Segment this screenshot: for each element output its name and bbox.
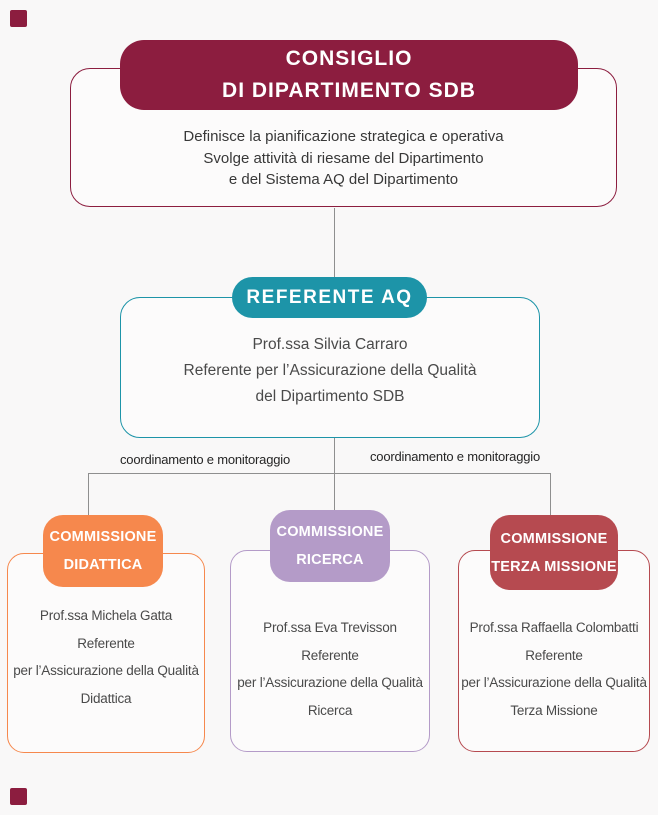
- connector-drop-right: [550, 473, 551, 517]
- commission-didattica-line: Prof.ssa Michela Gatta: [39, 608, 173, 623]
- commission-terza-missione-header: [490, 515, 618, 590]
- commission-didattica-description: [4, 602, 208, 712]
- consiglio-description: [70, 126, 617, 191]
- connector-consiglio-referente: [334, 208, 335, 277]
- commission-terza-missione-line: per l’Assicurazione della Qualità: [461, 675, 647, 690]
- commission-didattica-title-line1: COMMISSIONE: [49, 529, 157, 545]
- commission-ricerca-description: [227, 614, 433, 724]
- consiglio-description-line: Svolge attività di riesame del Dipartimento: [203, 149, 484, 167]
- referente-aq-description: [120, 332, 540, 410]
- commission-terza-missione-title-line2: TERZA MISSIONE: [491, 558, 617, 575]
- edge-label-left: coordinamento e monitoraggio: [119, 452, 290, 467]
- commission-ricerca-line: per l’Assicurazione della Qualità: [237, 675, 423, 690]
- connector-drop-left: [88, 473, 89, 516]
- commission-terza-missione-line: Terza Missione: [510, 702, 598, 718]
- edge-label-right: coordinamento e monitoraggio: [369, 449, 540, 464]
- referente-aq-header: [232, 277, 427, 318]
- commission-terza-missione-line: Referente: [525, 647, 583, 663]
- consiglio-header: [120, 40, 578, 110]
- commission-didattica-title-line2: DIDATTICA: [63, 557, 143, 573]
- referente-aq-line: Prof.ssa Silvia Carraro: [252, 336, 408, 353]
- commission-ricerca-line: Referente: [301, 647, 359, 663]
- commission-terza-missione-title-line1: COMMISSIONE: [500, 530, 608, 547]
- commission-didattica-line: per l’Assicurazione della Qualità: [13, 663, 199, 678]
- commission-ricerca-header: [270, 510, 390, 582]
- commission-ricerca-title-line2: RICERCA: [296, 552, 364, 568]
- commission-didattica-line: Didattica: [80, 690, 132, 706]
- connector-referente-center: [334, 438, 335, 511]
- commission-didattica-line: Referente: [77, 635, 135, 651]
- commission-didattica-header: [43, 515, 163, 587]
- commission-terza-missione-description: [452, 614, 656, 724]
- referente-aq-title: REFERENTE AQ: [246, 286, 413, 308]
- consiglio-title-line2: DI DIPARTIMENTO SDB: [222, 79, 476, 102]
- corner-accent-bottom-left: [10, 788, 27, 805]
- commission-ricerca-line: Ricerca: [307, 702, 353, 718]
- consiglio-title-line1: CONSIGLIO: [285, 47, 413, 70]
- commission-ricerca-title-line1: COMMISSIONE: [276, 524, 384, 540]
- commission-terza-missione-line: Prof.ssa Raffaella Colombatti: [469, 620, 639, 635]
- referente-aq-line: del Dipartimento SDB: [255, 388, 405, 405]
- corner-accent-top-left: [10, 10, 27, 27]
- connector-horizontal: [88, 473, 550, 474]
- referente-aq-line: Referente per l’Assicurazione della Qualità: [183, 362, 477, 379]
- commission-ricerca-line: Prof.ssa Eva Trevisson: [263, 620, 397, 635]
- consiglio-description-line: Definisce la pianificazione strategica e operativa: [183, 128, 504, 145]
- consiglio-description-line: e del Sistema AQ del Dipartimento: [228, 171, 459, 188]
